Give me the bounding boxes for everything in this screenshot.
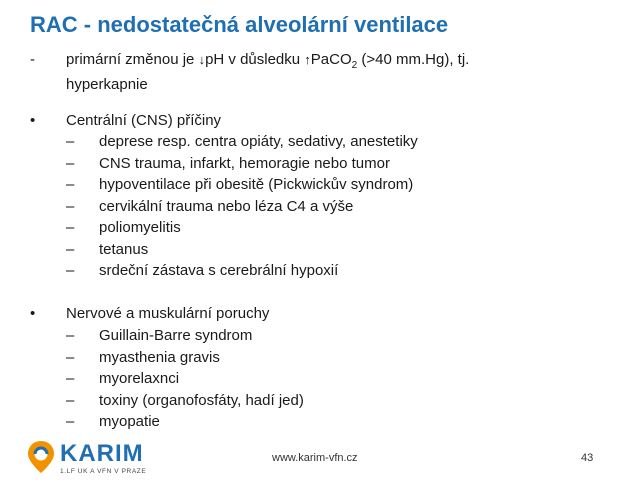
intro-pre: primární změnou je bbox=[66, 51, 199, 68]
dash-marker: – bbox=[66, 133, 75, 150]
logo-tagline: 1.LF UK A VFN V PRAZE bbox=[60, 468, 147, 475]
intro-pco2-subscript: 2 bbox=[351, 60, 358, 71]
location-pin-icon bbox=[26, 440, 56, 474]
list-item-text: srdeční zástava s cerebrální hypoxií bbox=[99, 262, 339, 279]
list-item-text: myorelaxnci bbox=[99, 370, 180, 387]
intro-pco2: PaCO bbox=[310, 51, 352, 68]
dash-marker: – bbox=[66, 327, 75, 344]
list-item-text: deprese resp. centra opiáty, sedativy, anestetiky bbox=[99, 133, 418, 150]
dash-marker: – bbox=[66, 370, 75, 387]
dash-marker: – bbox=[66, 348, 75, 366]
section-heading: Centrální (CNS) příčiny bbox=[66, 112, 222, 129]
list-item-text: toxiny (organofosfáty, hadí jed) bbox=[99, 391, 304, 409]
list-item-text: myopatie bbox=[99, 413, 160, 430]
dash-marker: – bbox=[66, 262, 75, 279]
list-item-text: myasthenia gravis bbox=[99, 348, 220, 366]
section-heading: Nervové a muskulární poruchy bbox=[66, 305, 270, 322]
footer-url[interactable]: www.karim-vfn.cz bbox=[272, 452, 358, 464]
dash-marker: – bbox=[66, 176, 75, 193]
list-item-text: Guillain-Barre syndrom bbox=[99, 327, 253, 344]
intro-post: (>40 mm.Hg), tj. bbox=[357, 51, 470, 68]
karim-logo bbox=[26, 438, 196, 480]
intro-mid: pH v důsledku bbox=[205, 51, 305, 68]
intro-marker: - bbox=[30, 51, 35, 68]
dash-marker: – bbox=[66, 240, 75, 258]
dash-marker: – bbox=[66, 413, 75, 430]
arrow-up-icon: ↑ bbox=[304, 52, 311, 67]
section-marker: • bbox=[30, 112, 36, 129]
intro-line2: hyperkapnie bbox=[66, 76, 148, 93]
list-item-text: hypoventilace při obesitě (Pickwickův syndrom) bbox=[99, 176, 414, 193]
list-item-text: poliomyelitis bbox=[99, 219, 181, 236]
list-item-text: CNS trauma, infarkt, hemoragie nebo tumor bbox=[99, 154, 390, 172]
list-item-text: cervikální trauma nebo léza C4 a výše bbox=[99, 197, 354, 215]
page-number: 43 bbox=[581, 452, 594, 464]
arrow-down-icon: ↓ bbox=[198, 52, 206, 67]
dash-marker: – bbox=[66, 154, 75, 172]
dash-marker: – bbox=[66, 197, 75, 215]
section-marker: • bbox=[30, 305, 36, 322]
intro-text bbox=[66, 50, 626, 94]
list-item-text: tetanus bbox=[99, 240, 149, 258]
logo-word: KARIM bbox=[60, 440, 144, 467]
dash-marker: – bbox=[66, 391, 75, 409]
dash-marker: – bbox=[66, 219, 75, 236]
slide-title: RAC - nedostatečná alveolární ventilace bbox=[30, 12, 449, 37]
